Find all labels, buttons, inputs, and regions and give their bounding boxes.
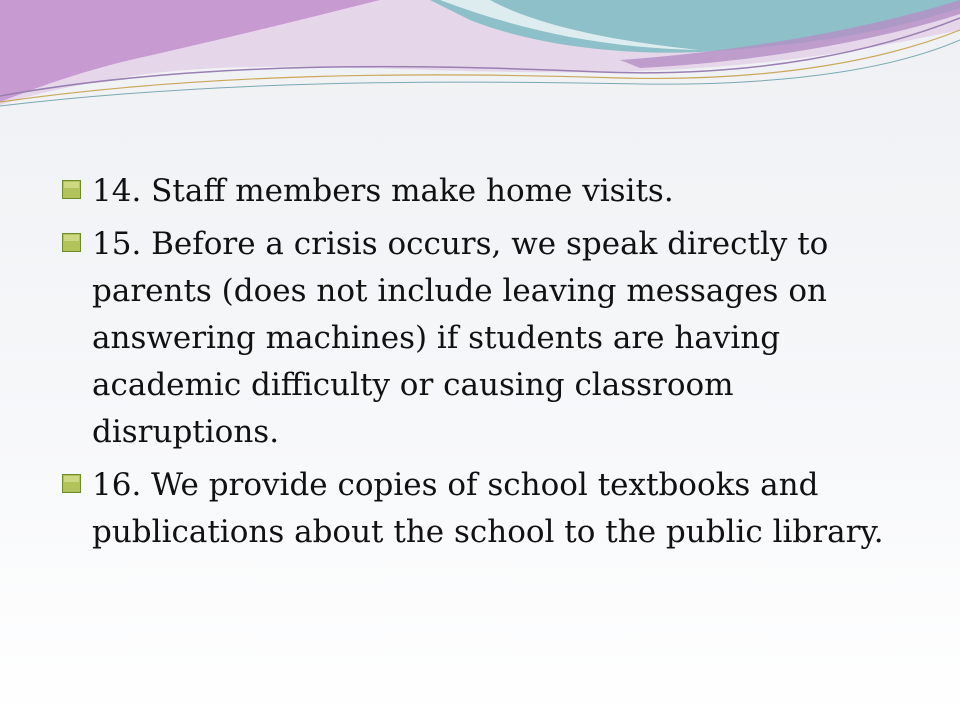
bullet-list [62, 168, 902, 562]
header-wave-decoration [0, 0, 960, 120]
square-bullet-icon [62, 474, 81, 493]
bullet-text: 15. Before a crisis occurs, we speak directly to parents (does not include leaving messages on answering machines) if students are having academic difficulty or causing classroom disruptions. [92, 226, 829, 450]
bullet-text: 14. Staff members make home visits. [92, 173, 674, 209]
square-bullet-icon [62, 233, 81, 252]
bullet-item-14 [62, 168, 902, 215]
square-bullet-icon [62, 180, 81, 199]
bullet-item-15 [62, 221, 902, 456]
bullet-text: 16. We provide copies of school textbooks and publications about the school to the public library. [92, 467, 884, 550]
bullet-item-16 [62, 462, 902, 556]
